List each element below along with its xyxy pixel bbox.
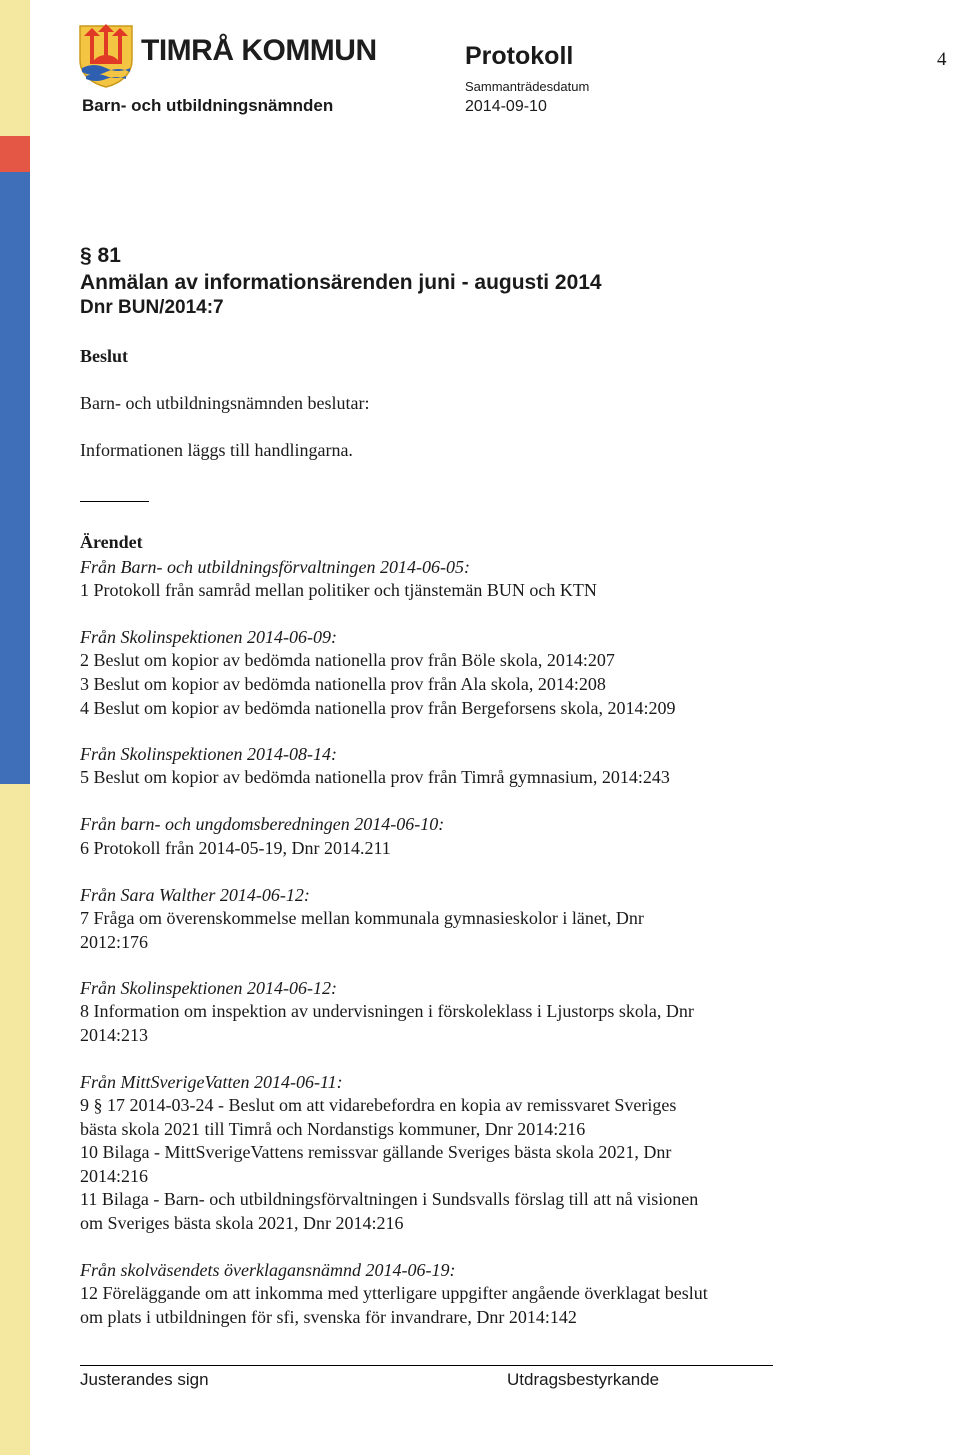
source-line: Från MittSverigeVatten 2014-06-11:	[80, 1072, 343, 1092]
list-item: 7 Fråga om överenskommelse mellan kommunala gymnasieskolor i länet, Dnr	[80, 908, 644, 928]
color-strip-yellow-bottom	[0, 784, 30, 1455]
list-item: 4 Beslut om kopior av bedömda nationella prov från Bergeforsens skola, 2014:209	[80, 698, 676, 718]
source-line: Från Barn- och utbildningsförvaltningen 2014-06-05:	[80, 557, 470, 577]
decision-line: Informationen läggs till handlingarna.	[80, 440, 353, 460]
list-item: 8 Information om inspektion av undervisningen i förskoleklass i Ljustorps skola, Dnr	[80, 1001, 694, 1021]
municipality-logo	[78, 24, 377, 88]
matter-heading: Ärendet	[80, 532, 143, 552]
document-type: Protokoll	[465, 42, 574, 70]
source-line: Från skolväsendets överklagansnämnd 2014-06-19:	[80, 1260, 456, 1280]
list-item: 10 Bilaga - MittSverigeVattens remissvar gällande Sveriges bästa skola 2021, Dnr	[80, 1142, 672, 1162]
justerandes-sign-label: Justerandes sign	[80, 1370, 209, 1389]
color-strip-red	[0, 136, 30, 172]
committee-name: Barn- och utbildningsnämnden	[82, 96, 334, 115]
list-item: 6 Protokoll från 2014-05-19, Dnr 2014.211	[80, 838, 391, 858]
list-item: 11 Bilaga - Barn- och utbildningsförvaltningen i Sundsvalls förslag till att nå visionen	[80, 1189, 699, 1209]
section-title: Anmälan av informationsärenden juni - augusti 2014	[80, 271, 602, 294]
list-item: bästa skola 2021 till Timrå och Nordanstigs kommuner, Dnr 2014:216	[80, 1119, 586, 1139]
source-line: Från barn- och ungdomsberedningen 2014-06-10:	[80, 814, 445, 834]
list-item: 1 Protokoll från samråd mellan politiker och tjänstemän BUN och KTN	[80, 580, 597, 600]
decision-heading: Beslut	[80, 346, 129, 366]
divider	[80, 501, 149, 502]
list-item: 2014:213	[80, 1025, 149, 1045]
list-item: 5 Beslut om kopior av bedömda nationella prov från Timrå gymnasium, 2014:243	[80, 767, 670, 787]
utdragsbestyrkande-label: Utdragsbestyrkande	[507, 1370, 660, 1389]
section-number: § 81	[80, 244, 121, 267]
list-item: 2012:176	[80, 932, 149, 952]
source-line: Från Skolinspektionen 2014-08-14:	[80, 744, 337, 764]
color-strip-blue	[0, 172, 30, 784]
source-line: Från Skolinspektionen 2014-06-09:	[80, 627, 337, 647]
list-item: 3 Beslut om kopior av bedömda nationella prov från Ala skola, 2014:208	[80, 674, 606, 694]
meeting-date: 2014-09-10	[465, 98, 547, 115]
list-item: 2014:216	[80, 1166, 149, 1186]
list-item: 2 Beslut om kopior av bedömda nationella prov från Böle skola, 2014:207	[80, 650, 615, 670]
source-line: Från Sara Walther 2014-06-12:	[80, 885, 310, 905]
coat-of-arms-icon	[78, 24, 134, 88]
list-item: om plats i utbildningen för sfi, svenska för invandrare, Dnr 2014:142	[80, 1307, 577, 1327]
meeting-date-label: Sammanträdesdatum	[465, 79, 590, 94]
page-number: 4	[937, 49, 947, 70]
color-strip-yellow-top	[0, 0, 30, 136]
signature-line	[80, 1365, 773, 1366]
list-item: 12 Föreläggande om att inkomma med ytterligare uppgifter angående överklagat beslut	[80, 1283, 708, 1303]
source-line: Från Skolinspektionen 2014-06-12:	[80, 978, 337, 998]
decision-line: Barn- och utbildningsnämnden beslutar:	[80, 393, 370, 413]
section-dnr: Dnr BUN/2014:7	[80, 297, 224, 318]
list-item: 9 § 17 2014-03-24 - Beslut om att vidarebefordra en kopia av remissvaret Sveriges	[80, 1095, 677, 1115]
municipality-name: TIMRÅ KOMMUN	[141, 34, 377, 67]
list-item: om Sveriges bästa skola 2021, Dnr 2014:216	[80, 1213, 404, 1233]
